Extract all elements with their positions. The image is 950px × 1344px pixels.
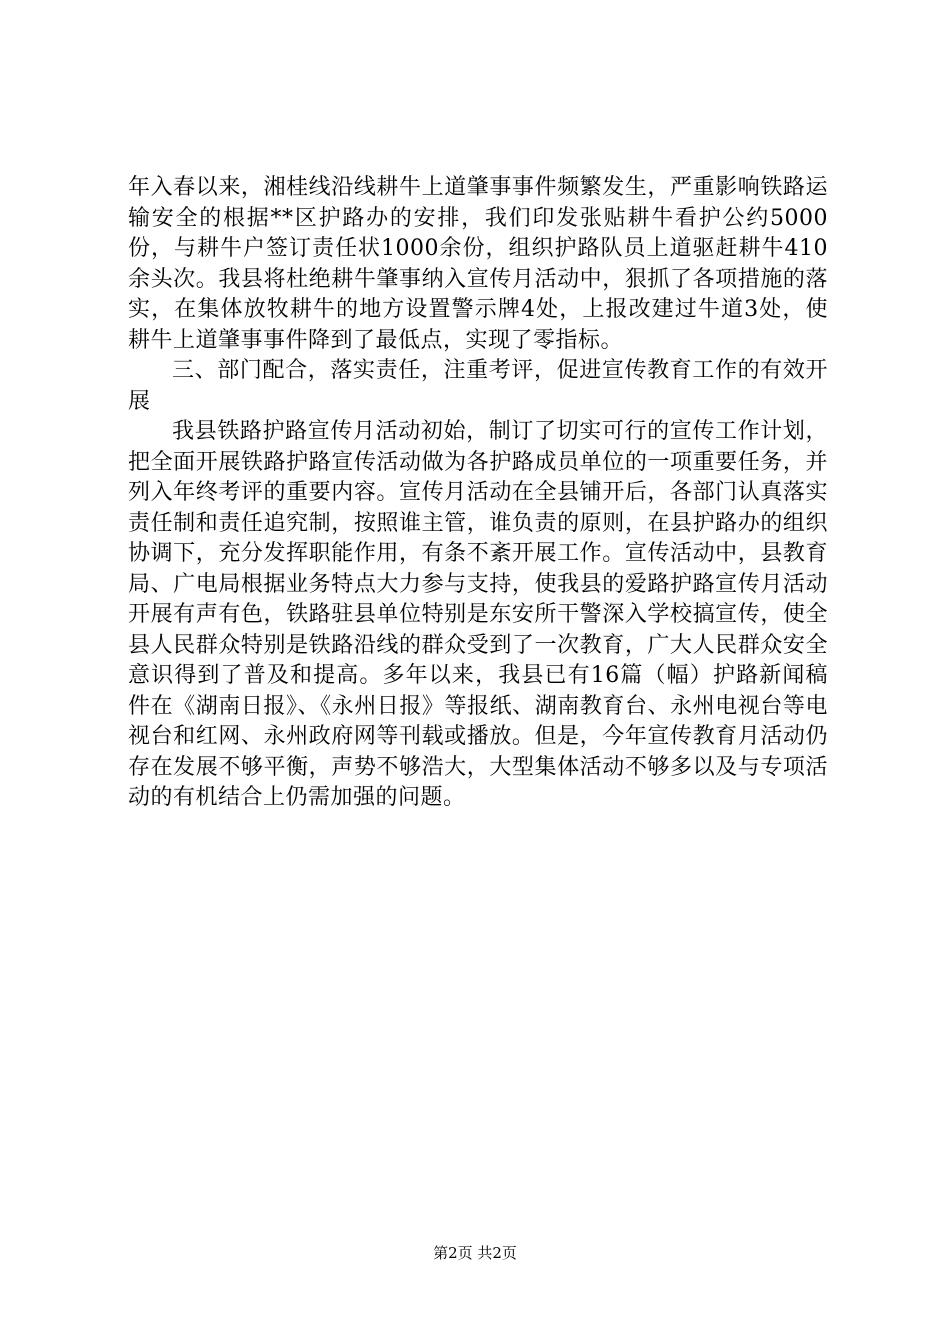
paragraph-continuation: 年入春以来，湘桂线沿线耕牛上道肇事事件频繁发生，严重影响铁路运输安全的根据**区护路办的安排，我们印发张贴耕牛看护公约5000份，与耕牛户签订责任状1000余份，组织护路队员上道驱赶耕牛410余头次。我县将杜绝耕牛肇事纳入宣传月活动中，狠抓了各项措施的落实，在集体放牧耕牛的地方设置警示牌4处，上报改建过牛道3处，使耕牛上道肇事事件降到了最低点，实现了零指标。: [128, 175, 828, 353]
document-body: [128, 173, 828, 814]
paragraph-body: 我县铁路护路宣传月活动初始，制订了切实可行的宣传工作计划，把全面开展铁路护路宣传活动做为各护路成员单位的一项重要任务，并列入年终考评的重要内容。宣传月活动在全县铺开后，各部门认真落实责任制和责任追究制，按照谁主管，谁负责的原则，在县护路办的组织协调下，充分发挥职能作用，有条不紊开展工作。宣传活动中，县教育局、广电局根据业务特点大力参与支持，使我县的爱路护路宣传月活动开展有声有色，铁路驻县单位特别是东安所干警深入学校搞宣传，使全县人民群众特别是铁路沿线的群众受到了一次教育，广大人民群众安全意识得到了普及和提高。多年以来，我县已有16篇（幅）护路新闻稿件在《湖南日报》、《永州日报》等报纸、湖南教育台、永州电视台等电视台和红网、永州政府网等刊载或播放。但是，今年宣传教育月活动仍存在发展不够平衡，声势不够浩大，大型集体活动不够多以及与专项活动的有机结合上仍需加强的问题。: [128, 419, 828, 810]
page-footer: 第2页 共2页: [433, 1244, 517, 1262]
section-heading-three: 三、部门配合，落实责任，注重考评，促进宣传教育工作的有效开展: [128, 358, 828, 414]
